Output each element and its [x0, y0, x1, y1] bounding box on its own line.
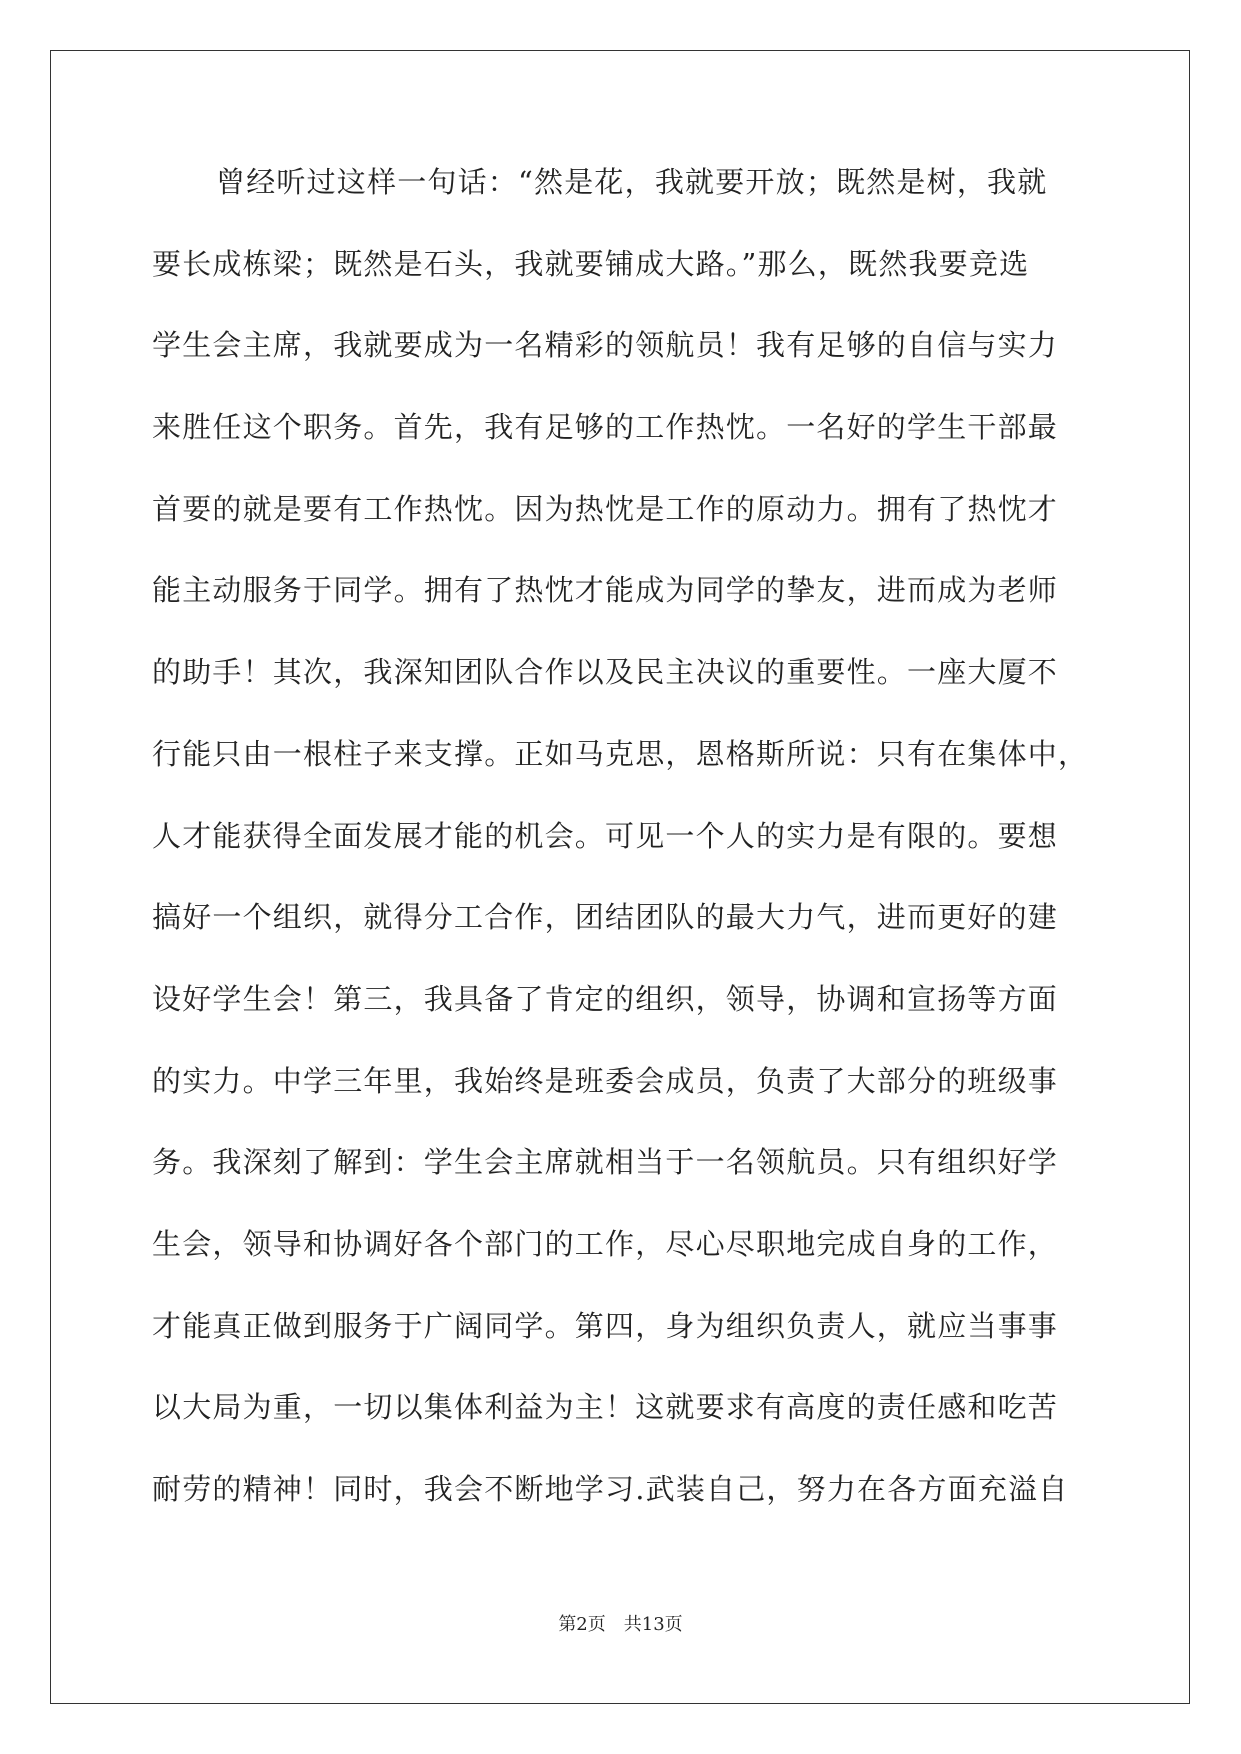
paragraph-line: 的助手！其次，我深知团队合作以及民主决议的重要性。一座大厦不 [152, 655, 1059, 690]
paragraph-line: 能主动服务于同学。拥有了热忱才能成为同学的挚友，进而成为老师 [152, 573, 1059, 608]
paragraph-line: 以大局为重，一切以集体利益为主！这就要求有高度的责任感和吃苦 [152, 1390, 1059, 1425]
paragraph-line: 搞好一个组织，就得分工合作，团结团队的最大力气，进而更好的建 [152, 900, 1059, 935]
page-number: 第2页 [558, 1614, 606, 1635]
paragraph-line: 设好学生会！第三，我具备了肯定的组织，领导，协调和宣扬等方面 [152, 981, 1059, 1016]
paragraph-line: 要长成栋梁；既然是石头，我就要铺成大路。”那么，既然我要竞选 [152, 246, 1030, 281]
paragraph-line: 曾经听过这样一句话：“然是花，我就要开放；既然是树，我就 [216, 165, 1048, 199]
paragraph-line: 人才能获得全面发展才能的机会。可见一个人的实力是有限的。要想 [152, 818, 1059, 853]
paragraph-line: 学生会主席，我就要成为一名精彩的领航员！我有足够的自信与实力 [152, 328, 1059, 363]
paragraph-line: 行能只由一根柱子来支撑。正如马克思，恩格斯所说：只有在集体中， [152, 736, 1089, 771]
paragraph-line: 的实力。中学三年里，我始终是班委会成员，负责了大部分的班级事 [152, 1063, 1059, 1098]
paragraph-line: 才能真正做到服务于广阔同学。第四，身为组织负责人，就应当事事 [152, 1308, 1059, 1343]
paragraph-line: 首要的就是要有工作热忱。因为热忱是工作的原动力。拥有了热忱才 [152, 491, 1059, 526]
page-total: 共13页 [623, 1614, 683, 1635]
document-body [152, 158, 1092, 1547]
paragraph-line: 耐劳的精神！同时，我会不断地学习.武装自己，努力在各方面充溢自 [152, 1472, 1069, 1506]
paragraph-line: 生会，领导和协调好各个部门的工作，尽心尽职地完成自身的工作， [152, 1226, 1059, 1261]
paragraph-line: 务。我深刻了解到：学生会主席就相当于一名领航员。只有组织好学 [152, 1145, 1059, 1180]
page-footer [0, 1610, 1241, 1636]
paragraph-line: 来胜任这个职务。首先，我有足够的工作热忱。一名好的学生干部最 [152, 410, 1059, 445]
